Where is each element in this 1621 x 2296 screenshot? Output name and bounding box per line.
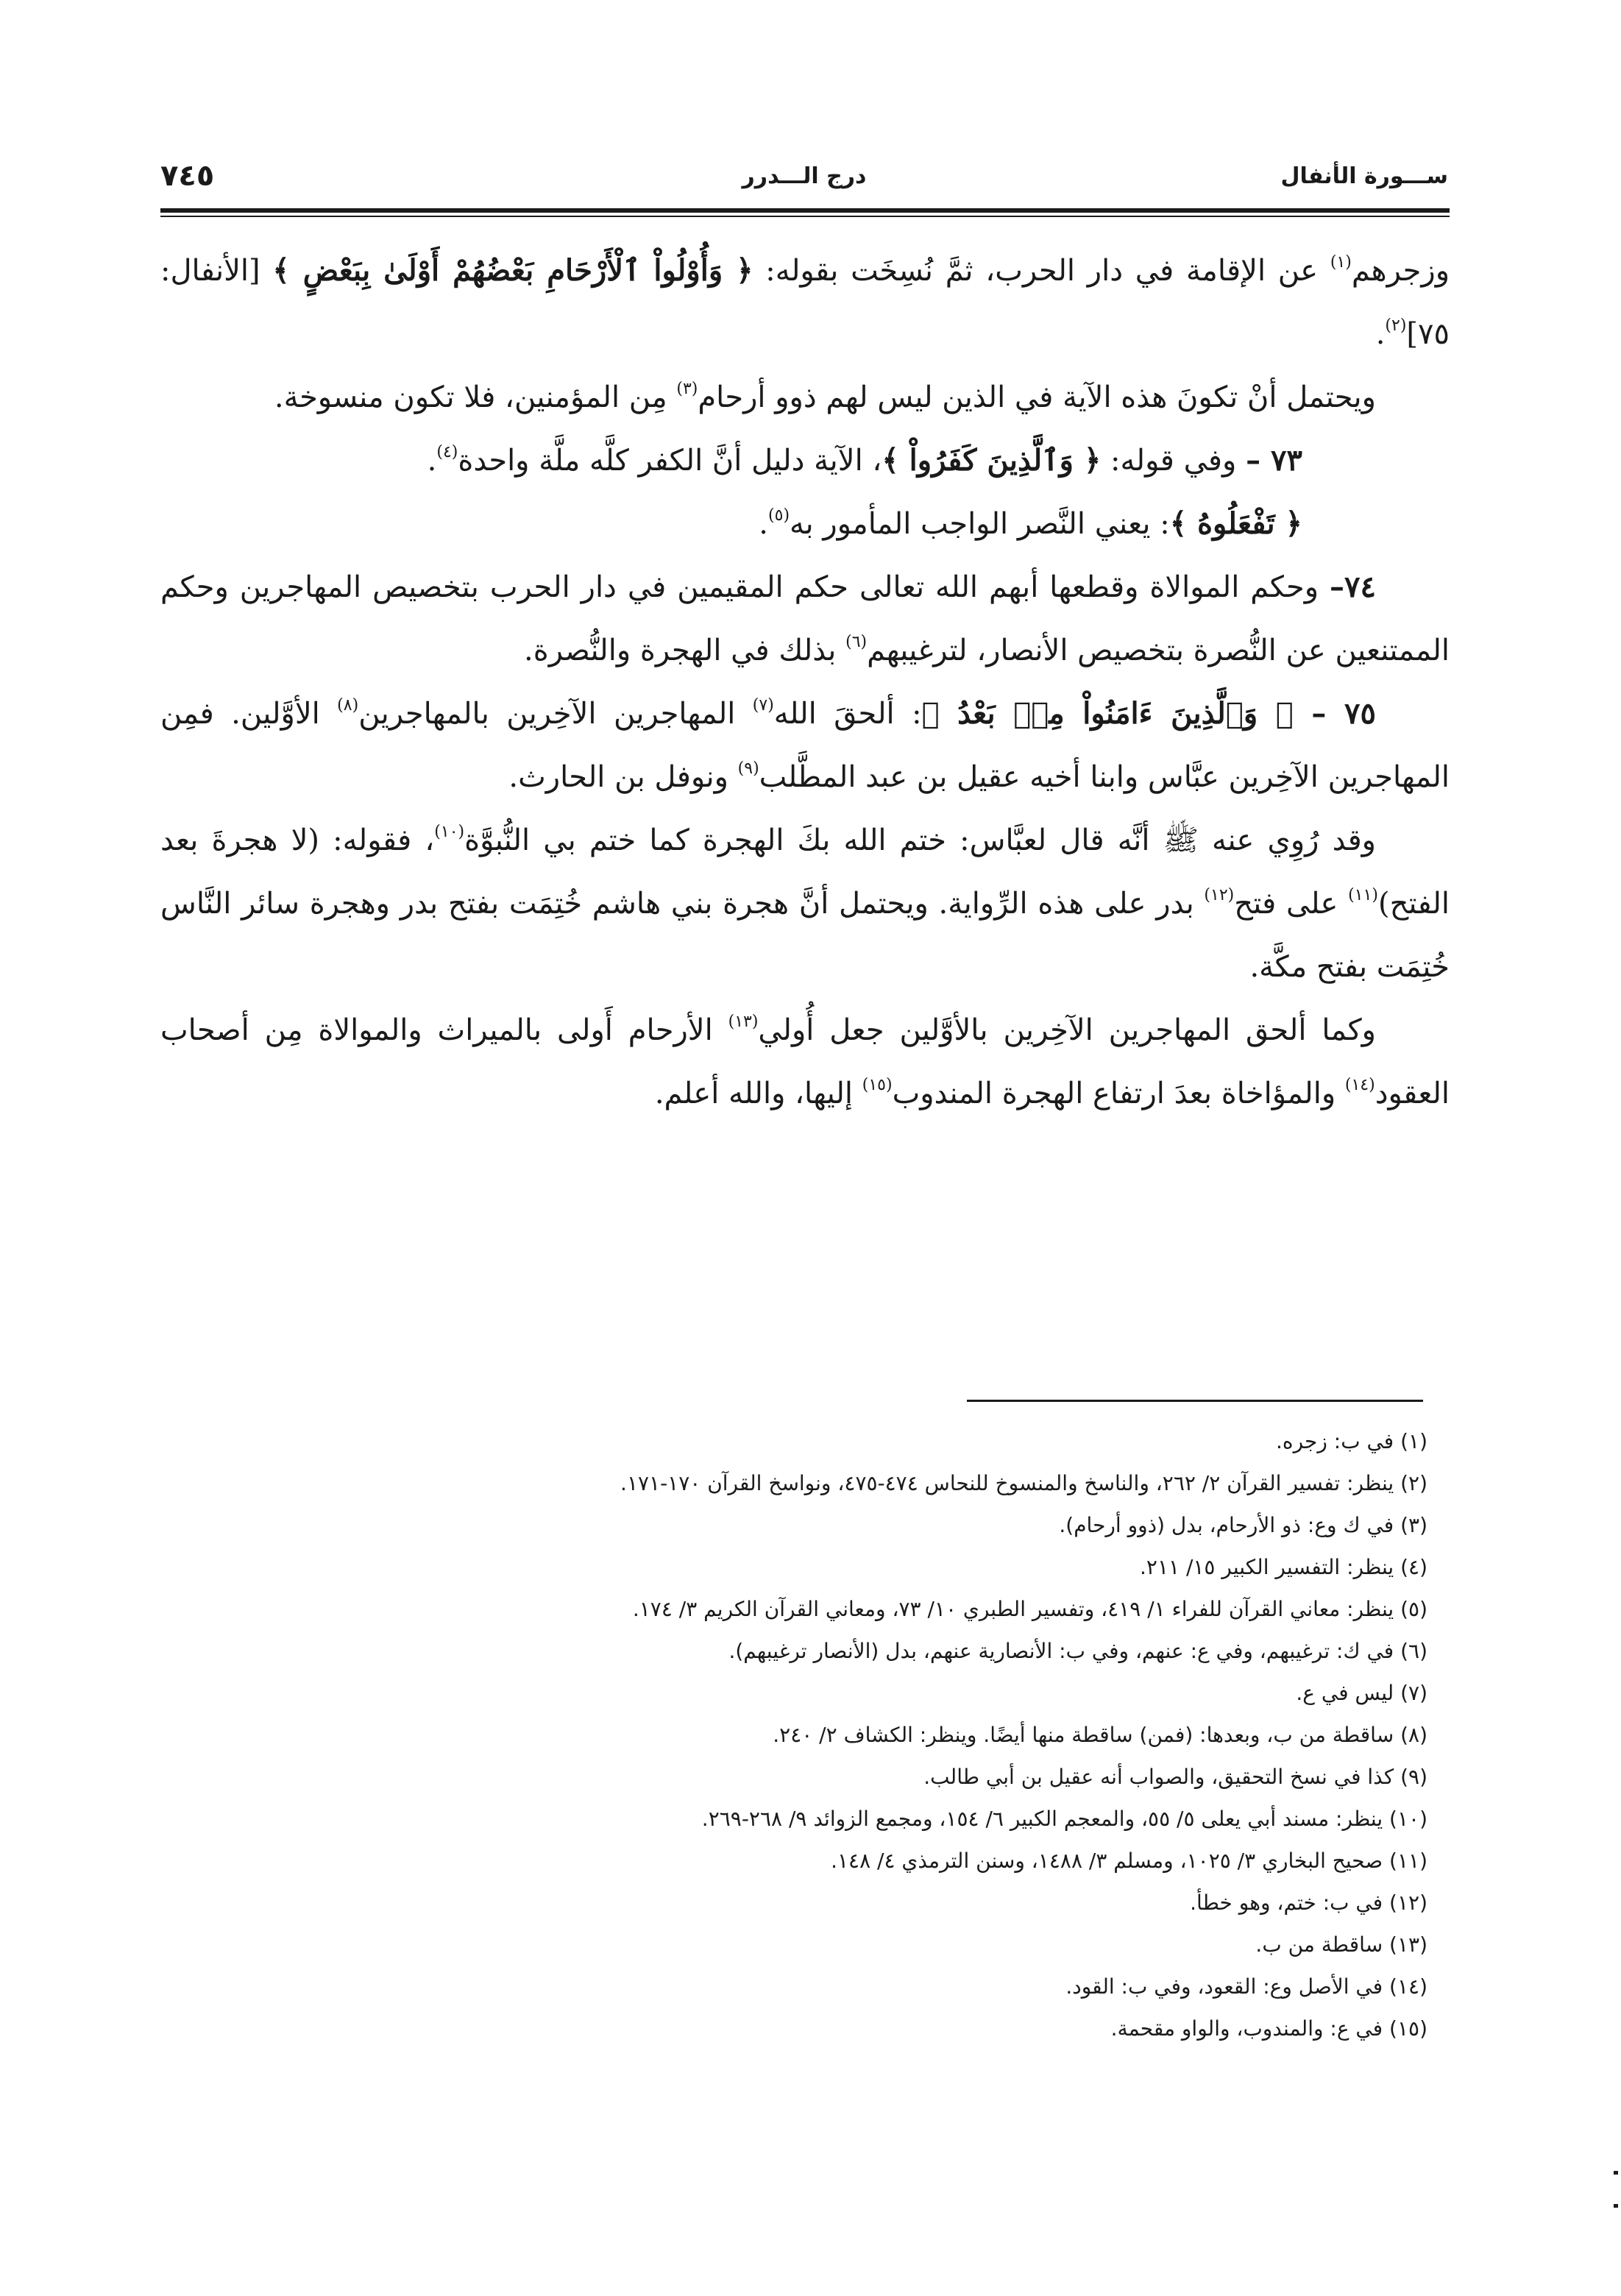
running-header	[160, 160, 1448, 205]
footnote: (٧) ليس في ع.	[1296, 1681, 1427, 1705]
quran-verse: ﴿ تَفْعَلُوهُ ﴾	[1169, 506, 1302, 541]
footnote-ref: (٢)	[1385, 316, 1407, 335]
footnote: (١٤) في الأصل وع: القعود، وفي ب: القود.	[1065, 1974, 1427, 1999]
footnote-ref: (٦)	[845, 632, 868, 651]
footnote-ref: (١٥)	[862, 1075, 893, 1094]
footnote: (٦) في ك: ترغيبهم، وفي ع: عنهم، وفي ب: الأنصارية عنهم، بدل (الأنصار ترغيبهم).	[728, 1639, 1427, 1663]
text-span: .	[427, 444, 437, 478]
quran-verse: ﴿ وَٱلَّذِينَ كَفَرُواْ ﴾	[882, 443, 1102, 478]
text-span: ويحتمل أنْ تكونَ هذه الآية في الذين ليس لهم ذوو أرحام	[698, 380, 1376, 414]
footnote: (٥) ينظر: معاني القرآن للفراء ١/ ٤١٩، وتفسير الطبري ١٠/ ٧٣، ومعاني القرآن الكريم ٣/ ١٧٤.	[632, 1597, 1427, 1621]
text-span: وكما ألحق المهاجرين الآخِرين بالأوَّلين جعل أُولي	[758, 1013, 1376, 1047]
footnote-ref: (١٤)	[1344, 1075, 1375, 1094]
footnote-ref: (١٠)	[434, 822, 465, 841]
footnote: (١٣) ساقطة من ب.	[1255, 1932, 1427, 1957]
text-span: مِن المؤمنين، فلا تكون منسوخة.	[274, 380, 677, 414]
footnote: (٨) ساقطة من ب، وبعدها: (فمن) ساقطة منها أيضًا. وينظر: الكشاف ٢/ ٢٤٠.	[773, 1723, 1427, 1747]
text-span: عن الإقامة في دار الحرب، ثمَّ نُسِخَت بقوله:	[753, 254, 1330, 288]
footnote: (١١) صحيح البخاري ٣/ ١٠٢٥، ومسلم ٣/ ١٤٨٨، وسنن الترمذي ٤/ ١٤٨.	[831, 1849, 1427, 1873]
text-span: [الأنفال: ٧٥]	[160, 254, 1450, 351]
text-span: بدر على هذه الرِّواية. ويحتمل أنَّ هجرة بني هاشم خُتِمَت بفتح بدر وهجرة سائر النَّاس خُتِمَت بفتح مكَّة.	[160, 887, 1450, 984]
footnote-separator	[967, 1400, 1423, 1402]
footnote: (١٥) في ع: والمندوب، والواو مقحمة.	[1110, 2016, 1427, 2041]
text-span: ونوفل بن الحارث.	[508, 760, 738, 794]
text-span: : يعني النَّصر الواجب المأمور به	[790, 507, 1170, 541]
book-title: درج الـــدرر	[742, 163, 867, 189]
quran-verse: ﴿ وَٱلَّذِينَ ءَامَنُواْ مِنۢ بَعْدُ ﴾	[921, 696, 1312, 731]
footnote-ref: (١١)	[1348, 885, 1378, 904]
header-rule-thin	[160, 216, 1450, 217]
footnote-ref: (٣)	[676, 379, 698, 398]
footnotes-list	[160, 1420, 1427, 2049]
footnote-ref: (٥)	[768, 506, 790, 525]
text-span: ، فقوله: (لا هجرةَ بعد الفتح)	[160, 823, 1450, 921]
surah-name: ســـورة الأنفال	[1280, 163, 1448, 189]
footnote: (٩) كذا في نسخ التحقيق، والصواب أنه عقيل بن أبي طالب.	[923, 1765, 1427, 1789]
text-span: المهاجرين الآخِرين بالمهاجرين	[358, 697, 753, 731]
footnote: (٢) ينظر: تفسير القرآن ٢/ ٢٦٢، والناسخ والمنسوخ للنحاس ٤٧٤-٤٧٥، ونواسخ القرآن ١٧٠-١٧١.	[620, 1471, 1427, 1495]
main-text	[160, 239, 1450, 1125]
paragraph-5	[160, 556, 1450, 682]
footnote: (٤) ينظر: التفسير الكبير ١٥/ ٢١١.	[1140, 1555, 1427, 1579]
paragraph-3	[160, 429, 1450, 492]
footnote: (١٠) ينظر: مسند أبي يعلى ٥/ ٥٥، والمعجم الكبير ٦/ ١٥٤، ومجمع الزوائد ٩/ ٢٦٨-٢٦٩.	[701, 1807, 1427, 1831]
text-span: ، الآية دليل أنَّ الكفر كلَّه ملَّة واحدة	[458, 444, 882, 478]
text-span: وحكم الموالاة وقطعها أبهم الله تعالى حكم المقيمين في دار الحرب بتخصيص المهاجرين وحكم الممتنعين عن النُّصرة بتخصيص الأنصار، لترغيبهم	[160, 570, 1450, 667]
paragraph-7	[160, 809, 1450, 999]
footnote-ref: (٤)	[436, 442, 458, 461]
text-span: إليها، والله أعلم.	[654, 1077, 862, 1110]
quran-verse: ﴿ وَأُوْلُواْ ٱلْأَرْحَامِ بَعْضُهُمْ أَوْلَىٰ بِبَعْضٍ ﴾	[272, 253, 753, 288]
footnote-ref: (١)	[1330, 252, 1352, 272]
text-span: والمؤاخاة بعدَ ارتفاع الهجرة المندوب	[892, 1077, 1345, 1110]
text-span: على فتح	[1234, 887, 1349, 921]
verse-number: ٧٥ –	[1311, 696, 1377, 731]
text-span: .	[759, 507, 769, 541]
header-rule-thick	[160, 208, 1450, 213]
verse-number: ٧٣ –	[1246, 443, 1302, 478]
paragraph-8	[160, 999, 1450, 1125]
footnote-ref: (١٢)	[1204, 885, 1235, 904]
text-span: وزجرهم	[1351, 254, 1450, 288]
footnote-ref: (٩)	[737, 759, 759, 778]
text-span: وقد رُوِي عنه ﷺ أنَّه قال لعبَّاس: ختم الله بكَ الهجرة كما ختم بي النُّبوَّة	[464, 823, 1377, 857]
text-span: : ألحقَ الله	[773, 697, 922, 731]
text-span: وفي قوله:	[1101, 444, 1246, 478]
text-span: الأرحام أَولى بالميراث والموالاة مِن أصحاب العقود	[160, 1013, 1450, 1110]
scan-edge-mark	[1614, 2171, 1618, 2208]
footnote-ref: (٨)	[337, 695, 359, 715]
footnote-ref: (١٣)	[728, 1012, 759, 1031]
text-span: .	[1375, 317, 1386, 351]
paragraph-1	[160, 239, 1450, 366]
footnote: (٣) في ك وع: ذو الأرحام، بدل (ذوو أرحام).	[1059, 1513, 1427, 1537]
paragraph-6	[160, 682, 1450, 809]
verse-number: ٧٤–	[1330, 570, 1376, 604]
footnote: (١) في ب: زجره.	[1276, 1429, 1427, 1453]
footnote-ref: (٧)	[752, 695, 774, 715]
paragraph-2	[160, 366, 1450, 429]
text-span: الأوَّلين. فمِن المهاجرين الآخِرين عبَّاس وابنا أخيه عقيل بن عبد المطَّلب	[160, 697, 1450, 794]
text-span: بذلك في الهجرة والنُّصرة.	[524, 634, 846, 667]
paragraph-4	[160, 492, 1450, 556]
footnote: (١٢) في ب: ختم، وهو خطأ.	[1190, 1891, 1427, 1915]
page-number: ٧٤٥	[160, 159, 215, 193]
